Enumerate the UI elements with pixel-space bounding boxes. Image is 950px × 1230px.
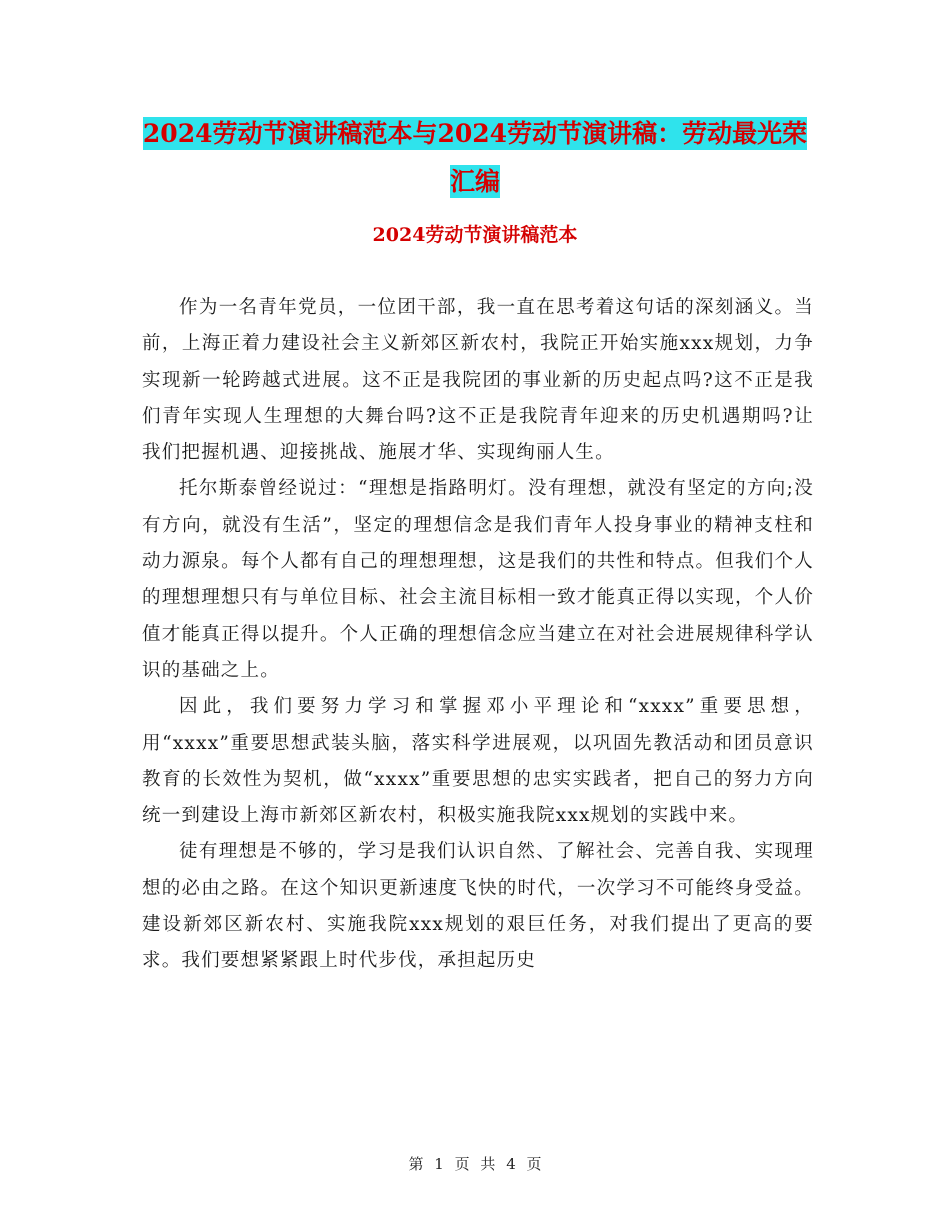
paragraph-1: 作为一名青年党员，一位团干部，我一直在思考着这句话的深刻涵义。当前，上海正着力建设社会主义新郊区新农村，我院正开始实施xxx规划，力争实现新一轮跨越式进展。这不正是我院团的事业新的历史起点吗?这不正是我们青年实现人生理想的大舞台吗?这不正是我院青年迎来的历史机遇期吗?让我们把握机遇、迎接挑战、施展才华、实现绚丽人生。	[142, 297, 814, 464]
document-title: 2024劳动节演讲稿范本与2024劳动节演讲稿：劳动最光荣汇编	[142, 119, 808, 196]
paragraph-3: 因此，我们要努力学习和掌握邓小平理论和“xxxx”重要思想，用“xxxx”重要思想武装头脑，落实科学进展观，以巩固先教活动和团员意识教育的长效性为契机，做“xxxx”重要思想的忠实实践者，把自己的努力方向统一到建设上海市新郊区新农村，积极实施我院xxx规划的实践中来。	[142, 696, 814, 827]
paragraph-2: 托尔斯泰曾经说过：“理想是指路明灯。没有理想，就没有坚定的方向;没有方向，就没有生活”，坚定的理想信念是我们青年人投身事业的精神支柱和动力源泉。每个人都有自己的理想理想，这是我们的共性和特点。但我们个人的理想理想只有与单位目标、社会主流目标相一致才能真正得以实现，个人价值才能真正得以提升。个人正确的理想信念应当建立在对社会进展规律科学认识的基础之上。	[142, 478, 814, 681]
footer-page-number: 1	[434, 1155, 444, 1173]
footer-page-prefix: 第	[408, 1155, 424, 1173]
footer-total-prefix: 共	[480, 1155, 496, 1173]
paragraph-4: 徒有理想是不够的，学习是我们认识自然、了解社会、完善自我、实现理想的必由之路。在这个知识更新速度飞快的时代，一次学习不可能终身受益。建设新郊区新农村、实施我院xxx规划的艰巨任务，对我们提出了更高的要求。我们要想紧紧跟上时代步伐，承担起历史	[142, 841, 814, 972]
footer-page-mid: 页	[454, 1155, 470, 1173]
section-title: 2024劳动节演讲稿范本	[372, 224, 578, 246]
page-footer	[0, 1152, 950, 1176]
footer-total-suffix: 页	[526, 1155, 542, 1173]
document-title-block	[140, 110, 810, 206]
body-text	[142, 290, 814, 980]
footer-total-pages: 4	[506, 1155, 516, 1173]
